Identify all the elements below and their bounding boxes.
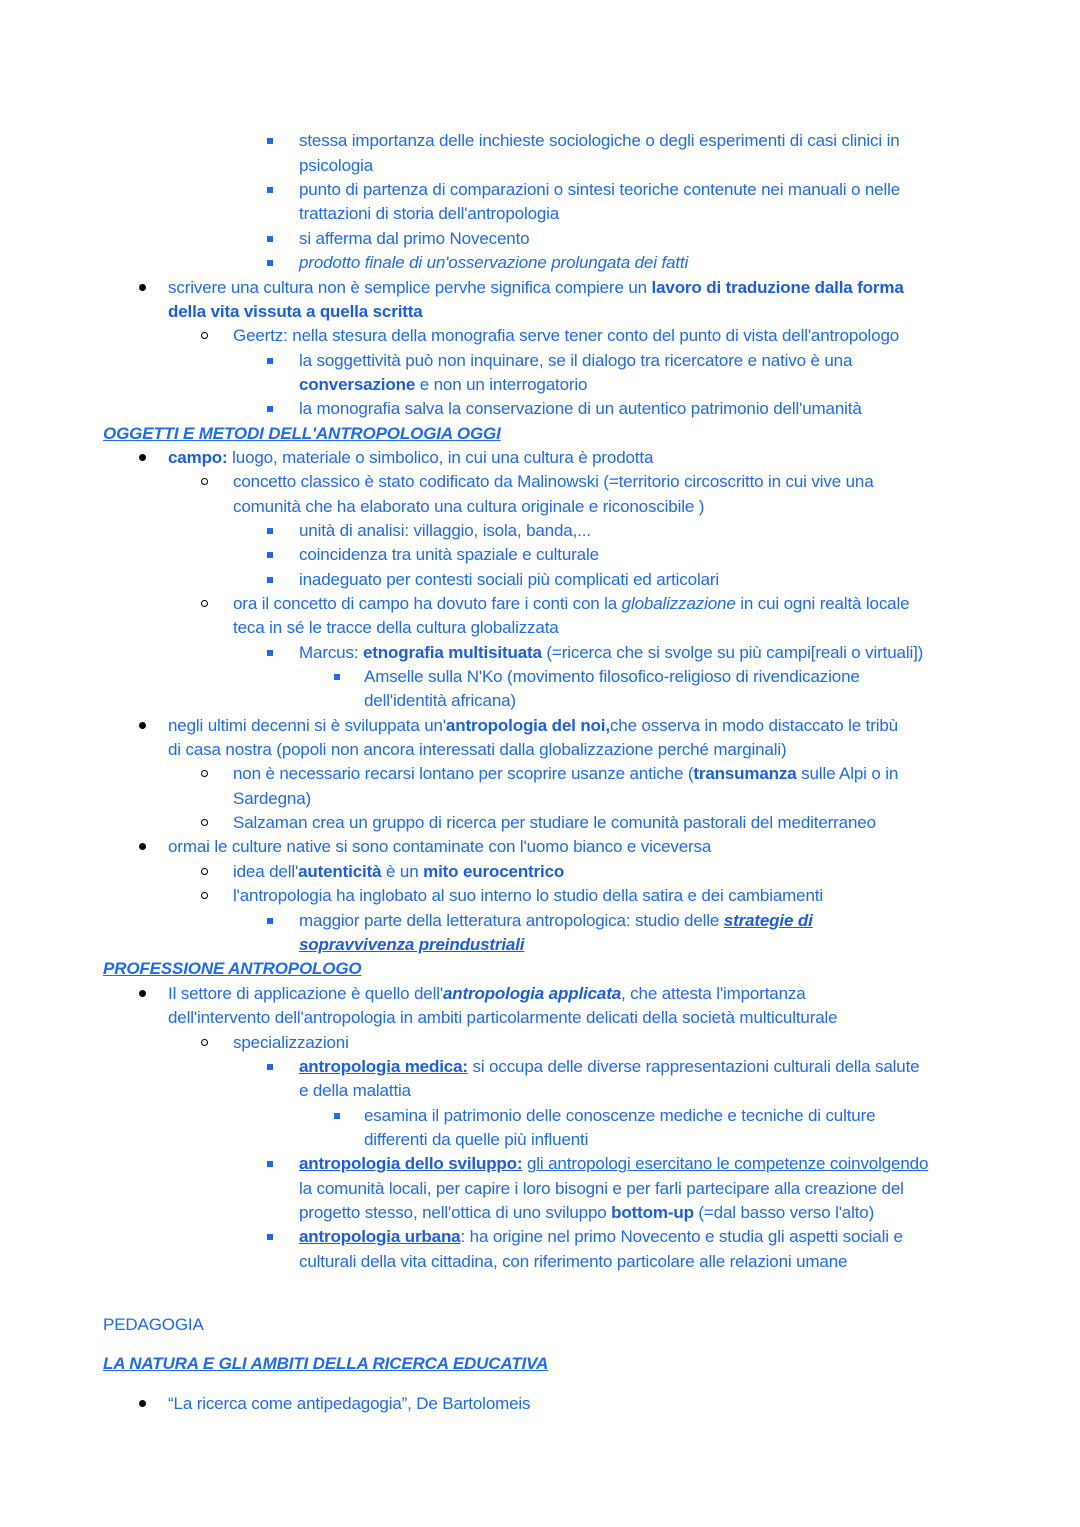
item-text: esamina il patrimonio delle conoscenze mediche e tecniche di culture — [364, 1106, 876, 1125]
item-text: “La ricerca come antipedagogia”, De Bartolomeis — [168, 1394, 531, 1413]
bullet-icon — [139, 1400, 146, 1407]
item-text: non è necessario recarsi lontano per scoprire usanze antiche ( — [233, 764, 694, 783]
square-bullet-icon — [267, 1064, 273, 1070]
section-heading: LA NATURA E GLI AMBITI DELLA RICERCA EDUCATIVA — [103, 1354, 549, 1373]
item-emphasis: sopravvivenza preindustriali — [299, 935, 525, 954]
item-text: stessa importanza delle inchieste sociologiche o degli esperimenti di casi clinici in — [299, 131, 900, 150]
square-bullet-icon — [267, 918, 273, 924]
item-text: punto di partenza di comparazioni o sintesi teoriche contenute nei manuali o nelle — [299, 180, 901, 199]
item-text: l'antropologia ha inglobato al suo interno lo studio della satira e dei cambiamenti — [233, 886, 823, 905]
item-text: Il settore di applicazione è quello dell' — [168, 984, 443, 1003]
item-text: e della malattia — [299, 1081, 411, 1100]
bullet-icon — [139, 722, 146, 729]
item-text: la comunità locali, per capire i loro bisogni e per farli partecipare alla creazione del — [299, 1179, 904, 1198]
item-text: unità di analisi: villaggio, isola, banda,... — [299, 521, 591, 540]
item-text: ormai le culture native si sono contaminate con l'uomo bianco e viceversa — [168, 837, 712, 856]
circle-bullet-icon — [201, 600, 208, 607]
circle-bullet-icon — [201, 478, 208, 485]
item-text: : ha origine nel primo Novecento e studia gli aspetti sociali e — [460, 1227, 903, 1246]
item-text: di casa nostra (popoli non ancora interessati dalla globalizzazione perché marginali) — [168, 740, 787, 759]
item-text: dell'intervento dell'antropologia in ambiti particolarmente delicati della società multiculturale — [168, 1008, 838, 1027]
square-bullet-icon — [334, 674, 340, 680]
item-emphasis: campo: — [168, 448, 228, 467]
item-text: luogo, materiale o simbolico, in cui una cultura è prodotta — [232, 448, 654, 467]
item-text: si afferma dal primo Novecento — [299, 229, 530, 248]
item-emphasis: autenticità — [298, 862, 382, 881]
square-bullet-icon — [267, 260, 273, 266]
item-text: negli ultimi decenni si è sviluppata un' — [168, 716, 446, 735]
item-text: e non un interrogatorio — [419, 375, 588, 394]
square-bullet-icon — [267, 187, 273, 193]
item-emphasis: transumanza — [693, 764, 797, 783]
item-text: che osserva in modo distaccato le tribù — [609, 716, 898, 735]
item-text: concetto classico è stato codificato da Malinowski (=territorio circoscritto in cui vive una — [233, 472, 874, 491]
item-italic: globalizzazione — [621, 594, 736, 613]
item-text: idea dell' — [233, 862, 299, 881]
item-text: teca in sé le tracce della cultura globalizzata — [233, 618, 559, 637]
section-heading: PROFESSIONE ANTROPOLOGO — [103, 959, 362, 978]
item-text: (=ricerca che si svolge su più campi[reali o virtuali]) — [546, 643, 924, 662]
circle-bullet-icon — [201, 892, 208, 899]
square-bullet-icon — [267, 650, 273, 656]
square-bullet-icon — [267, 406, 273, 412]
item-text: coincidenza tra unità spaziale e culturale — [299, 545, 599, 564]
item-text: dell'identità africana) — [364, 691, 516, 710]
item-text: inadeguato per contesti sociali più complicati ed articolari — [299, 570, 720, 589]
square-bullet-icon — [334, 1113, 340, 1119]
item-text: scrivere una cultura non è semplice pervhe significa compiere un — [168, 278, 647, 297]
item-emphasis: antropologia urbana — [299, 1227, 461, 1246]
item-text: , che attesta l'importanza — [621, 984, 806, 1003]
square-bullet-icon — [267, 358, 273, 364]
circle-bullet-icon — [201, 868, 208, 875]
item-text: Salzaman crea un gruppo di ricerca per studiare le comunità pastorali del mediterraneo — [233, 813, 876, 832]
square-bullet-icon — [267, 1234, 273, 1240]
item-emphasis: mito eurocentrico — [423, 862, 565, 881]
bullet-icon — [139, 843, 146, 850]
item-text: Geertz: nella stesura della monografia serve tener conto del punto di vista dell'antropologo — [233, 326, 900, 345]
circle-bullet-icon — [201, 332, 208, 339]
item-emphasis: antropologia dello sviluppo: — [299, 1154, 523, 1173]
item-text: psicologia — [299, 156, 374, 175]
item-emphasis: della vita vissuta a quella scritta — [168, 302, 423, 321]
square-bullet-icon — [267, 528, 273, 534]
item-text: progetto stesso, nell'ottica di uno sviluppo — [299, 1203, 607, 1222]
item-text: si occupa delle diverse rappresentazioni culturali della salute — [472, 1057, 920, 1076]
item-emphasis: etnografia multisituata — [362, 643, 542, 662]
bullet-icon — [139, 990, 146, 997]
item-text: (=dal basso verso l'alto) — [698, 1203, 875, 1222]
circle-bullet-icon — [201, 819, 208, 826]
item-emphasis: conversazione — [299, 375, 416, 394]
item-emphasis: bottom-up — [611, 1203, 694, 1222]
item-text: Amselle sulla N'Ko (movimento filosofico-religioso di rivendicazione — [364, 667, 860, 686]
item-emphasis: antropologia del noi, — [445, 716, 610, 735]
bullet-icon — [139, 284, 146, 291]
item-text: differenti da quelle più influenti — [364, 1130, 589, 1149]
item-text: trattazioni di storia dell'antropologia — [299, 204, 560, 223]
item-text: ora il concetto di campo ha dovuto fare i conti con la — [233, 594, 618, 613]
item-text: è un — [386, 862, 419, 881]
item-text: Sardegna) — [233, 789, 312, 808]
item-text: culturali della vita cittadina, con riferimento particolare alle relazioni umane — [299, 1252, 848, 1271]
square-bullet-icon — [267, 138, 273, 144]
square-bullet-icon — [267, 552, 273, 558]
circle-bullet-icon — [201, 1039, 208, 1046]
bullet-icon — [139, 454, 146, 461]
square-bullet-icon — [267, 236, 273, 242]
item-text: prodotto finale di un'osservazione prolungata dei fatti — [299, 253, 689, 272]
item-emphasis: antropologia medica: — [299, 1057, 468, 1076]
item-text: sulle Alpi o in — [801, 764, 899, 783]
item-text: la soggettività può non inquinare, se il dialogo tra ricercatore e nativo è una — [299, 351, 853, 370]
square-bullet-icon — [267, 1161, 273, 1167]
item-text: specializzazioni — [233, 1033, 349, 1052]
item-emphasis: strategie di — [723, 911, 813, 930]
item-emphasis: lavoro di traduzione dalla forma — [651, 278, 904, 297]
circle-bullet-icon — [201, 770, 208, 777]
item-text: comunità che ha elaborato una cultura originale e riconoscibile ) — [233, 497, 705, 516]
section-title: PEDAGOGIA — [103, 1315, 204, 1334]
square-bullet-icon — [267, 577, 273, 583]
item-emphasis: antropologia applicata — [442, 984, 622, 1003]
section-heading: OGGETTI E METODI DELL'ANTROPOLOGIA OGGI — [103, 424, 501, 443]
item-text: gli antropologi esercitano le competenze coinvolgendo — [527, 1154, 929, 1173]
item-text: maggior parte della letteratura antropologica: studio delle — [299, 911, 720, 930]
item-text: in cui ogni realtà locale — [740, 594, 910, 613]
item-text: la monografia salva la conservazione di un autentico patrimonio dell'umanità — [299, 399, 862, 418]
item-text: Marcus: — [299, 643, 359, 662]
